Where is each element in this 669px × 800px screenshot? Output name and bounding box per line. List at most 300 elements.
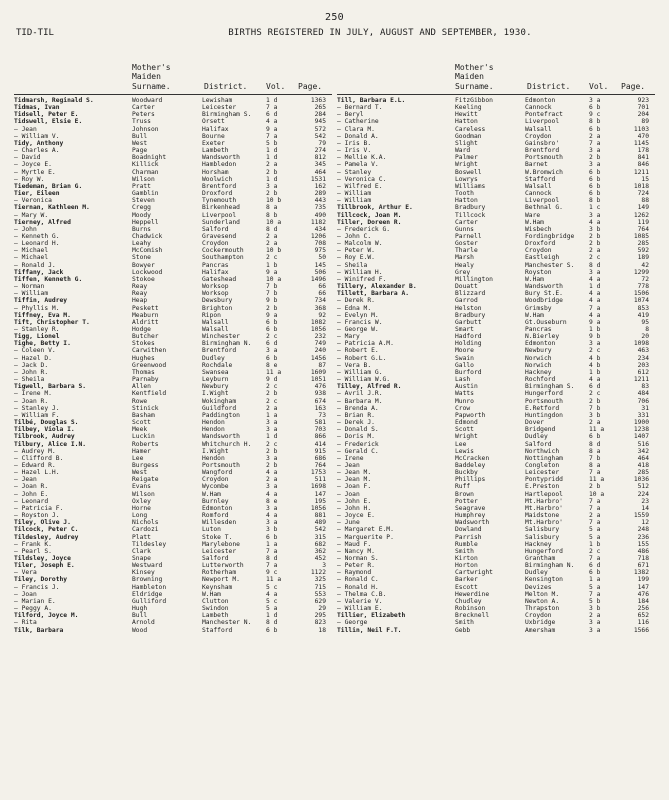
volume: 3 a — [266, 419, 278, 427]
volume: 8 d — [266, 555, 278, 562]
mother-maiden-surname: Page — [132, 147, 148, 155]
entry-row — [337, 441, 655, 448]
mother-maiden-surname: Carter — [132, 104, 155, 112]
entry-row — [337, 405, 655, 412]
page-ref: 674 — [314, 397, 326, 405]
district: Fordingbridge — [525, 232, 575, 240]
entry-row — [14, 476, 332, 483]
volume: 6 b — [589, 433, 601, 441]
mother-maiden-surname: Gebb — [455, 626, 471, 634]
mother-maiden-surname: Aldritt — [132, 318, 159, 326]
page-ref: 652 — [637, 612, 649, 620]
page-ref: 14 — [641, 504, 649, 512]
page-ref: 295 — [314, 612, 326, 620]
district: Salford — [525, 440, 552, 448]
entry-name: — Brian R. — [337, 411, 375, 419]
entry-name: Tilford, Joyce M. — [14, 612, 79, 620]
entry-row — [14, 254, 332, 261]
mother-maiden-surname: Basham — [132, 411, 155, 419]
mother-maiden-surname: Evans — [132, 483, 151, 491]
entry-name: Tidmas, Ivan — [14, 104, 60, 112]
entry-name: Tillett, Barbara A. — [337, 290, 410, 298]
page-ref: 464 — [314, 168, 326, 176]
district: Norwich — [525, 361, 552, 369]
entry-row — [337, 498, 655, 505]
mother-maiden-surname: Rowe — [132, 397, 148, 405]
mother-maiden-surname: Hugh — [132, 605, 148, 613]
entry-row — [337, 212, 655, 219]
entry-name: Tilbé, Douglas S. — [14, 419, 79, 427]
entry-name: — Leonard — [14, 497, 49, 505]
page-ref: 735 — [314, 204, 326, 212]
page-ref: 511 — [314, 476, 326, 484]
entry-row — [14, 505, 332, 512]
mother-maiden-surname: Bull — [132, 612, 148, 620]
volume: 5 a — [589, 533, 601, 541]
page-ref: 1056 — [310, 326, 326, 333]
page-ref: 486 — [637, 547, 649, 555]
volume: 1 a — [589, 576, 601, 584]
page-ref: 66 — [318, 290, 326, 298]
district: Manchester S. — [525, 261, 575, 269]
page-ref: 1056 — [310, 504, 326, 512]
entry-row — [14, 226, 332, 233]
mother-maiden-surname: Reigate — [132, 476, 159, 484]
mother-maiden-surname: Stokes — [132, 340, 155, 348]
district: Leicester — [202, 104, 237, 112]
entry-name: — Jean — [337, 461, 360, 469]
mother-maiden-surname: Greenwood — [132, 361, 167, 369]
page-ref: 1206 — [310, 232, 326, 240]
entry-row — [14, 290, 332, 297]
entry-row — [337, 476, 655, 483]
mother-maiden-surname: Eldridge — [132, 590, 163, 598]
page-ref: 83 — [641, 383, 649, 391]
mother-maiden-surname: Lee — [455, 440, 467, 448]
mother-maiden-surname: Hewitt — [455, 111, 478, 119]
mother-maiden-surname: Arnold — [132, 619, 155, 627]
entry-name: Tiernan, Kathleen M. — [14, 204, 90, 212]
entry-name: — Joan R. — [14, 483, 49, 491]
district: Burnley — [202, 497, 229, 505]
district: Barnet — [525, 161, 548, 169]
page-number: 250 — [325, 12, 344, 23]
entry-row — [337, 104, 655, 111]
entry-name: Tift, Christopher T. — [14, 318, 90, 326]
entry-row — [337, 584, 655, 591]
district: Dudley — [202, 354, 225, 362]
entry-row — [14, 426, 332, 433]
district: Swansea — [202, 368, 229, 376]
volume: 3 a — [266, 504, 278, 512]
entry-name: Tighe, Betty I. — [14, 340, 71, 348]
mother-maiden-surname: Moore — [455, 347, 474, 355]
district: Lewisham — [202, 97, 233, 104]
mother-maiden-surname: Lowrys — [455, 175, 478, 183]
page-ref: 1036 — [633, 476, 649, 484]
entry-name: — Hazel D. — [14, 354, 52, 362]
volume: 9 a — [266, 268, 278, 276]
entry-name: — Thelma C.B. — [337, 590, 387, 598]
entry-row — [14, 627, 332, 634]
page-ref: 1103 — [633, 125, 649, 133]
volume: 11 a — [589, 476, 605, 484]
volume: 1 b — [266, 261, 278, 269]
volume: 7 b — [266, 283, 278, 291]
entry-row — [14, 176, 332, 183]
volume: 2 a — [589, 132, 601, 140]
district: Dewsbury — [202, 297, 233, 305]
volume: 6 b — [589, 569, 601, 577]
entry-row — [14, 240, 332, 247]
entry-row — [14, 433, 332, 440]
entry-name: — Kenneth G. — [14, 232, 60, 240]
mother-maiden-surname: Pratt — [132, 182, 151, 190]
district: Gainsbro' — [525, 139, 560, 147]
header-mother-maiden-surname: Mother's Maiden Surname. — [132, 62, 171, 91]
district: Grantham — [525, 555, 556, 562]
mother-maiden-surname: Dowland — [455, 526, 482, 534]
entry-name: — William — [337, 190, 372, 198]
mother-maiden-surname: Millington — [455, 275, 493, 283]
page-ref: 1145 — [633, 139, 649, 147]
mother-maiden-surname: Chadwick — [132, 232, 163, 240]
entry-row — [14, 319, 332, 326]
entry-row — [337, 197, 655, 204]
district: Walsall — [525, 125, 552, 133]
page-ref: 419 — [637, 311, 649, 319]
entry-row — [337, 240, 655, 247]
mother-maiden-surname: Leahy — [132, 240, 151, 248]
entry-row — [14, 569, 332, 576]
district: Portsmouth — [525, 397, 563, 405]
district: Northwich — [525, 447, 560, 455]
mother-maiden-surname: Clark — [132, 547, 151, 555]
mother-maiden-surname: Scott — [455, 426, 474, 434]
mother-maiden-surname: Bull — [132, 132, 148, 140]
mother-maiden-surname: Papworth — [455, 411, 486, 419]
page-ref: 72 — [641, 275, 649, 283]
mother-maiden-surname: Hamer — [132, 447, 151, 455]
mother-maiden-surname: Burgess — [132, 461, 159, 469]
volume: 1 d — [266, 154, 278, 162]
volume: 2 c — [266, 333, 278, 341]
mother-maiden-surname: Carwithen — [132, 347, 167, 355]
entry-name: Tiffney, Eva M. — [14, 311, 71, 319]
mother-maiden-surname: Thomas — [132, 368, 155, 376]
district: Portsmouth — [525, 154, 563, 162]
entry-row — [337, 111, 655, 118]
mother-maiden-surname: Garbutt — [455, 318, 482, 326]
mother-maiden-surname: Stinick — [132, 404, 159, 412]
page-ref: 79 — [318, 139, 326, 147]
entry-row — [337, 169, 655, 176]
volume: 11 a — [589, 426, 605, 434]
entry-name: Tilley, Alfred R. — [337, 383, 402, 391]
district: Walsall — [202, 318, 229, 326]
volume: 4 a — [266, 512, 278, 520]
entry-row — [14, 448, 332, 455]
entry-row — [337, 569, 655, 576]
entry-row — [337, 269, 655, 276]
page-ref: 31 — [641, 404, 649, 412]
entry-row — [337, 347, 655, 354]
district: Pancras — [525, 326, 552, 333]
volume: 2 c — [589, 347, 601, 355]
volume: 3 a — [589, 340, 601, 348]
page-ref: 572 — [314, 125, 326, 133]
page-ref: 203 — [637, 361, 649, 369]
district: Pancras — [202, 261, 229, 269]
volume: 2 b — [266, 304, 278, 312]
page-ref: 95 — [641, 318, 649, 326]
mother-maiden-surname: Goster — [455, 240, 478, 248]
entry-row — [14, 369, 332, 376]
mother-maiden-surname: Meaburn — [132, 311, 159, 319]
volume: 2 a — [589, 512, 601, 520]
district: Wycombe — [202, 483, 229, 491]
page-ref: 1211 — [633, 168, 649, 176]
entry-row — [14, 111, 332, 118]
mother-maiden-surname: Luckin — [132, 433, 155, 441]
page-ref: 1506 — [633, 290, 649, 298]
volume: 6 d — [589, 383, 601, 391]
entry-row — [14, 483, 332, 490]
mother-maiden-surname: Heppell — [132, 218, 159, 226]
page-ref: 1262 — [633, 211, 649, 219]
page-ref: 718 — [637, 555, 649, 562]
mother-maiden-surname: Goodman — [455, 132, 482, 140]
volume: 4 a — [589, 275, 601, 283]
entry-row — [14, 312, 332, 319]
mother-maiden-surname: Moody — [132, 211, 151, 219]
district: Wandsworth — [525, 283, 563, 291]
district: Cannock — [525, 190, 552, 198]
district: Birmingham N. — [202, 340, 252, 348]
entry-name: — William — [337, 197, 372, 205]
entry-row — [14, 412, 332, 419]
entry-name: — Joan — [14, 590, 37, 598]
district: Hendon — [202, 454, 225, 462]
page-ref: 331 — [637, 411, 649, 419]
district: Croydon — [525, 247, 552, 255]
entry-row — [337, 262, 655, 269]
volume: 7 a — [589, 555, 601, 562]
page-ref: 274 — [314, 147, 326, 155]
district: Eastleigh — [525, 254, 560, 262]
volume: 9 a — [266, 311, 278, 319]
entry-row — [337, 483, 655, 490]
volume: 6 b — [266, 354, 278, 362]
page-ref: 542 — [314, 132, 326, 140]
entry-name: — Wilfred E. — [337, 182, 383, 190]
entry-name: — Irene M. — [14, 390, 52, 398]
entry-row — [337, 526, 655, 533]
page-ref: 1900 — [633, 419, 649, 427]
volume: 2 c — [589, 254, 601, 262]
mother-maiden-surname: Ruff — [455, 483, 471, 491]
entry-row — [337, 562, 655, 569]
volume: 2 c — [266, 254, 278, 262]
volume: 9 a — [266, 125, 278, 133]
entry-row — [14, 305, 332, 312]
district: Stafford — [525, 175, 556, 183]
entry-row — [14, 133, 332, 140]
entry-row — [14, 283, 332, 290]
volume: 7 a — [266, 547, 278, 555]
page-ref: 1496 — [310, 275, 326, 283]
entry-name: — Edna M. — [337, 304, 372, 312]
volume: 3 a — [589, 268, 601, 276]
district: Wandsworth — [202, 433, 240, 441]
district: Croydon — [202, 240, 229, 248]
entry-row — [337, 412, 655, 419]
page-ref: 516 — [637, 440, 649, 448]
entry-row — [14, 383, 332, 390]
volume: 4 b — [589, 354, 601, 362]
mother-maiden-surname: Scott — [132, 419, 151, 427]
district: Salisbury — [525, 526, 560, 534]
entry-name: — Valerie V. — [337, 597, 383, 605]
volume: 4 a — [589, 376, 601, 384]
volume: 8 b — [589, 197, 601, 205]
entry-list — [337, 97, 655, 634]
volume: 9 c — [589, 111, 601, 119]
entry-row — [337, 469, 655, 476]
district: Clutton — [202, 597, 229, 605]
entry-name: — Frederick G. — [337, 225, 391, 233]
district: Edmonton — [525, 97, 556, 104]
page-ref: 778 — [637, 283, 649, 291]
mother-maiden-surname: Hambleton — [132, 583, 167, 591]
page-ref: 362 — [314, 547, 326, 555]
page-ref: 1456 — [310, 354, 326, 362]
district: Bury St.E. — [525, 290, 563, 298]
entry-row — [337, 512, 655, 519]
page-ref: 476 — [314, 383, 326, 391]
volume: 2 c — [266, 440, 278, 448]
page-ref: 470 — [637, 132, 649, 140]
district: Pontypridd — [525, 476, 563, 484]
column-header — [337, 50, 655, 95]
volume: 2 c — [589, 390, 601, 398]
district: W.Ham — [202, 490, 221, 498]
volume: 7 b — [266, 290, 278, 298]
entry-name: — John R. — [14, 368, 49, 376]
entry-row — [14, 247, 332, 254]
volume: 8 a — [589, 461, 601, 469]
entry-row — [14, 118, 332, 125]
district: Wangford — [202, 469, 233, 477]
page-ref: 923 — [637, 97, 649, 104]
entry-name: Tillier, Elizabeth — [337, 612, 406, 620]
mother-maiden-surname: Rumble — [455, 540, 478, 548]
page-ref: 414 — [314, 440, 326, 448]
entry-row — [14, 598, 332, 605]
mother-maiden-surname: Swain — [455, 354, 474, 362]
mother-maiden-surname: Reay — [132, 290, 148, 298]
page-ref: 89 — [641, 118, 649, 126]
entry-row — [337, 576, 655, 583]
district: Rochdale — [202, 361, 233, 369]
running-head: TID-TIL — [16, 28, 54, 38]
entry-row — [337, 598, 655, 605]
mother-maiden-surname: Edmond — [455, 419, 478, 427]
page-ref: 92 — [318, 311, 326, 319]
mother-maiden-surname: Peters — [132, 111, 155, 119]
entry-name: — Patricia A.M. — [337, 340, 394, 348]
page-ref: 315 — [314, 533, 326, 541]
district: Salford — [202, 555, 229, 562]
volume: 2 a — [589, 612, 601, 620]
entry-name: — Francis W. — [337, 318, 383, 326]
page-ref: 236 — [637, 533, 649, 541]
page-ref: 512 — [637, 483, 649, 491]
district: Bethnal G. — [525, 204, 563, 212]
district: Luton — [202, 526, 221, 534]
mother-maiden-surname: Killick — [132, 161, 159, 169]
entry-name: — Donald A. — [337, 132, 379, 140]
volume: 7 b — [589, 404, 601, 412]
entry-row — [337, 383, 655, 390]
entry-list — [14, 97, 332, 634]
mother-maiden-surname: Cardozi — [132, 526, 159, 534]
mother-maiden-surname: Barker — [455, 576, 478, 584]
volume: 9 d — [266, 376, 278, 384]
mother-maiden-surname: McCracken — [455, 454, 490, 462]
district: Huntingdon — [525, 411, 563, 419]
mother-maiden-surname: Tillcock — [455, 211, 486, 219]
entry-row — [14, 219, 332, 226]
volume: 6 b — [266, 318, 278, 326]
district: Bourne — [202, 132, 225, 140]
district: Newport M. — [202, 576, 240, 584]
entry-row — [337, 605, 655, 612]
page-ref: 706 — [637, 397, 649, 405]
volume: 1 a — [266, 411, 278, 419]
entry-name: — William G. — [337, 368, 383, 376]
page-ref: 686 — [314, 454, 326, 462]
page-ref: 881 — [314, 512, 326, 520]
mother-maiden-surname: Boadnight — [132, 154, 167, 162]
entry-name: — Irene — [337, 454, 364, 462]
entry-row — [14, 390, 332, 397]
entry-name: Tidswell, Elsie E. — [14, 118, 83, 126]
mother-maiden-surname: Wadsworth — [455, 519, 490, 527]
mother-maiden-surname: Hadford — [455, 333, 482, 341]
page-ref: 1182 — [310, 218, 326, 226]
entry-name: — George W. — [337, 326, 379, 333]
entry-row — [14, 197, 332, 204]
district: Leyburn — [202, 376, 229, 384]
volume: 6 b — [589, 182, 601, 190]
district: I.Wight — [202, 447, 229, 455]
mother-maiden-surname: McComish — [132, 247, 163, 255]
volume: 4 a — [589, 297, 601, 305]
entry-row — [14, 555, 332, 562]
page-ref: 234 — [637, 354, 649, 362]
entry-name: — Royston J. — [14, 512, 60, 520]
mother-maiden-surname: Lewis — [455, 447, 474, 455]
mother-maiden-surname: Phillips — [455, 476, 486, 484]
page-ref: 284 — [314, 111, 326, 119]
mother-maiden-surname: Smith — [455, 547, 474, 555]
volume: 10 b — [266, 247, 282, 255]
entry-name: — Iris V. — [337, 147, 372, 155]
page-ref: 629 — [314, 597, 326, 605]
page-title: BIRTHS REGISTERED IN JULY, AUGUST AND SEPTEMBER, 1930. — [228, 28, 532, 38]
entry-row — [14, 541, 332, 548]
